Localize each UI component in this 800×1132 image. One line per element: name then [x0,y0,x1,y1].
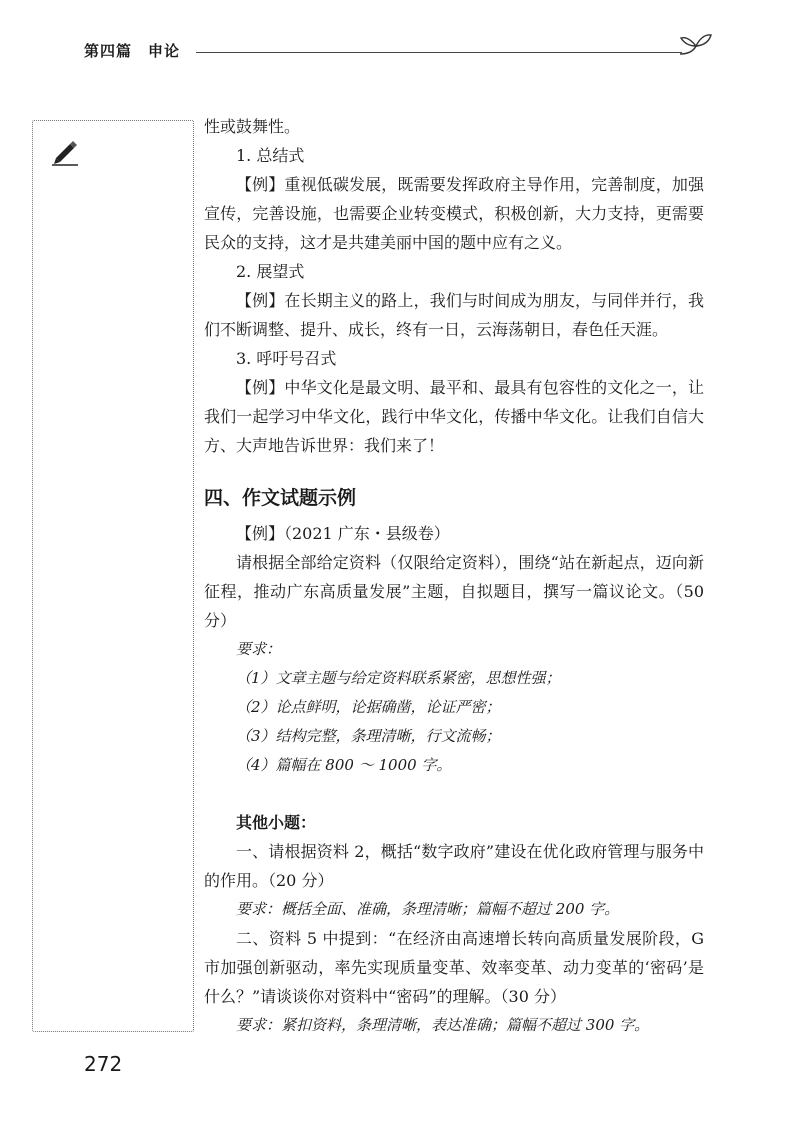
notes-margin-box [32,120,194,1032]
requirement-item: （4）篇幅在 800 ～ 1000 字。 [236,756,452,774]
example-appeal: 【例】中华文化是最文明、最平和、最具有包容性的文化之一，让我们一起学习中华文化，践行中华文化，传播中华文化。让我们自信大方、大声地告诉世界：我们来了！ [204,378,704,455]
page-header [84,38,704,62]
example-summary: 【例】重视低碳发展，既需要发挥政府主导作用，完善制度，加强宣传，完善设施，也需要企业转变模式，积极创新，大力支持，更需要民众的支持，这才是共建美丽中国的题中应有之义。 [204,175,704,252]
question-2: 二、资料 5 中提到：“在经济由高速增长转向高质量发展阶段，G 市加强创新驱动，率先实现质量变革、效率变革、动力变革的‘密码’是什么？”请谈谈你对资料中“密码”的理解。（30 分） [204,929,704,1006]
chapter-title: 第四篇 申论 [84,42,181,60]
subheading-summary: 1. 总结式 [236,146,305,165]
example-outlook: 【例】在长期主义的路上，我们与时间成为朋友，与同伴并行，我们不断调整、提升、成长，终有一日，云海荡朝日，春色任天涯。 [204,291,704,339]
essay-prompt: 请根据全部给定资料（仅限给定资料），围绕“站在新起点，迈向新征程，推动广东高质量发展”主题，自拟题目，撰写一篇议论文。（50 分） [204,553,704,630]
continuation-text: 性或鼓舞性。 [204,117,301,136]
sprout-icon [678,30,714,60]
requirement-item: （3）结构完整，条理清晰，行文流畅； [236,727,501,745]
example-source: 【例】（2021 广东・县级卷） [236,524,450,543]
question-1: 一、请根据资料 2，概括“数字政府”建设在优化政府管理与服务中的作用。（20 分） [204,842,704,890]
requirements-label: 要求： [236,640,282,658]
question-1-requirements: 要求：概括全面、准确，条理清晰；篇幅不超过 200 字。 [236,900,620,918]
requirement-item: （2）论点鲜明，论据确凿，论证严密； [236,698,501,716]
section-title: 四、作文试题示例 [204,487,357,509]
question-2-requirements: 要求：紧扣资料，条理清晰，表达准确；篇幅不超过 300 字。 [236,1016,650,1034]
subheading-appeal: 3. 呼吁号召式 [236,349,337,368]
header-rule [196,52,682,53]
subheading-outlook: 2. 展望式 [236,262,305,281]
pen-icon [50,136,80,166]
other-questions-title: 其他小题： [236,813,317,832]
page-number: 272 [84,1052,123,1076]
requirement-item: （1）文章主题与给定资料联系紧密，思想性强； [236,669,561,687]
page-body [204,112,704,1040]
